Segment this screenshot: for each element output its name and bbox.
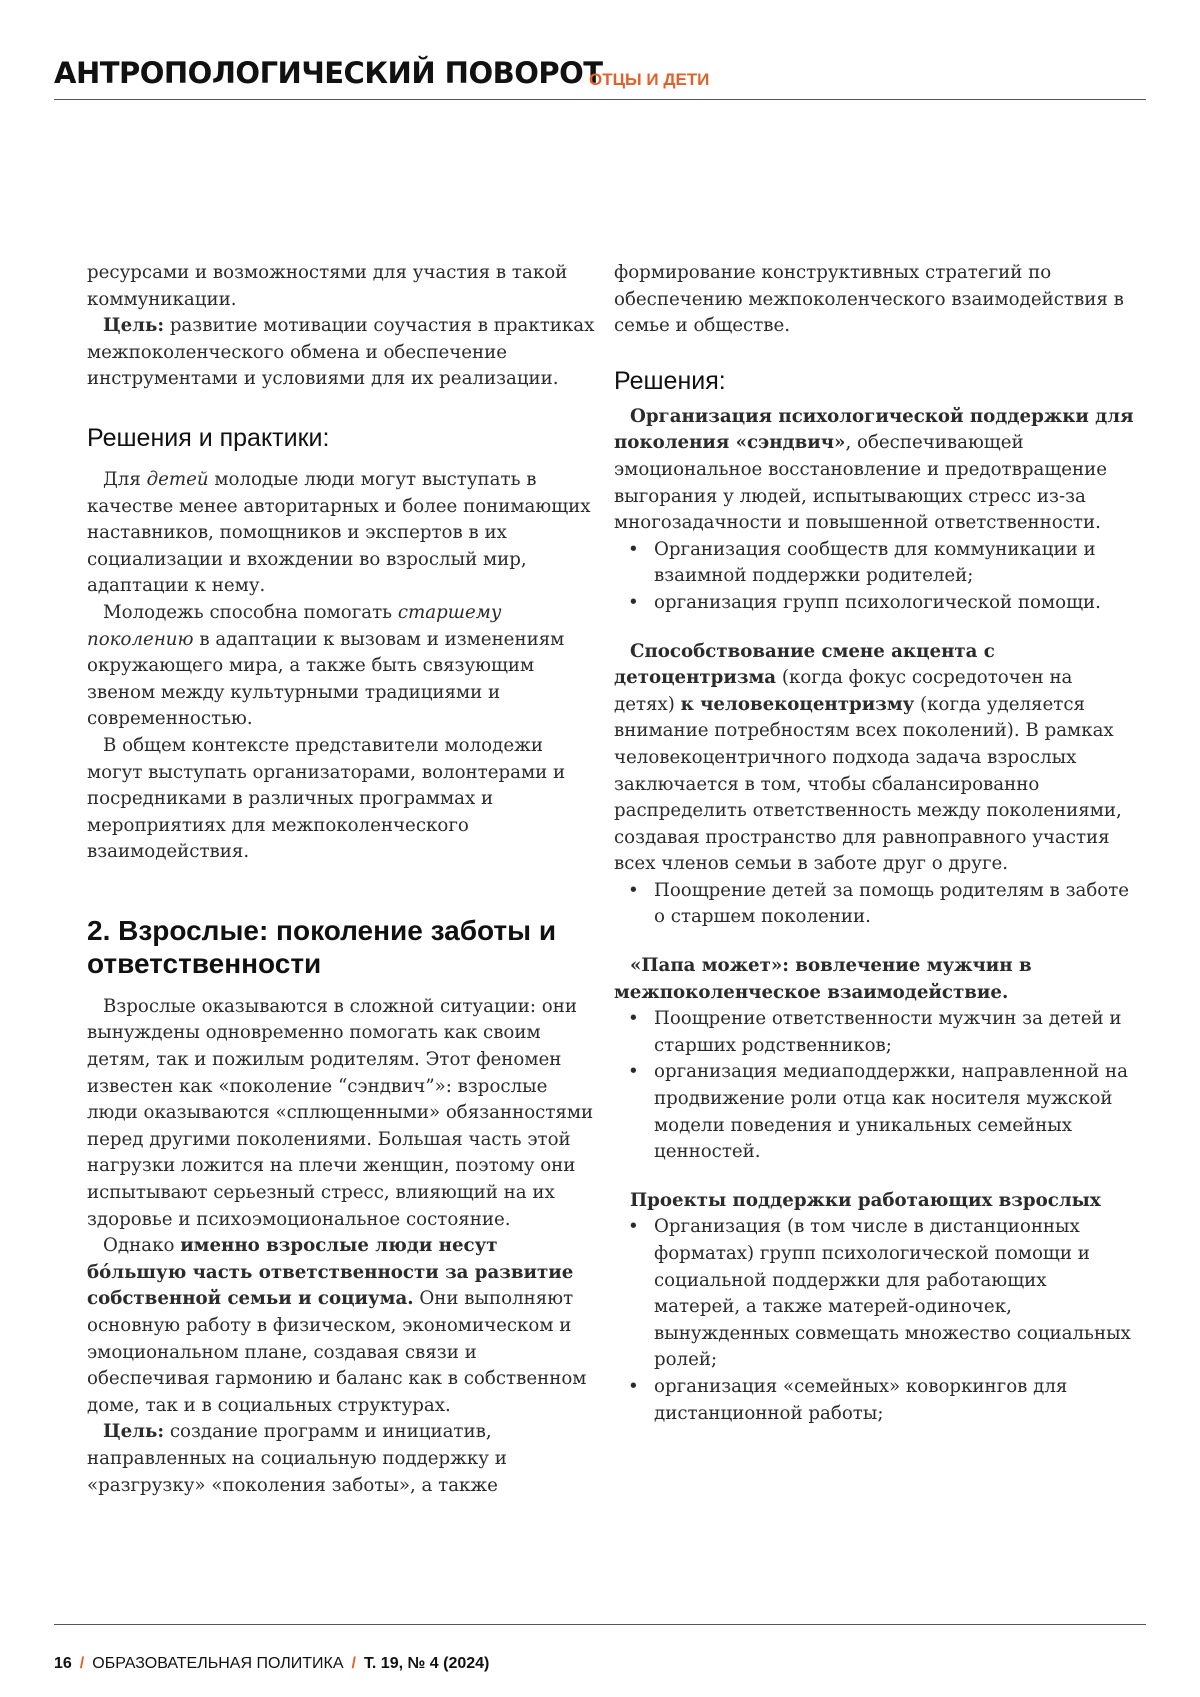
solution-2-list	[614, 878, 1134, 931]
footer-rule	[54, 1624, 1146, 1625]
paragraph-adults: Взрослые оказываются в сложной ситуации: они вынуждены одновременно помогать как своим детям, так и пожилым родителям. Этот феномен известен как «поколение “сэндвич”»: взрослые люди оказываются «сплющенными» обязанностями перед другими поколениями. Большая часть этой нагрузки ложится на плечи женщин, поэтому они испытывают серьезный стресс, влияющий на их здоровье и психоэмоциональное состояние.	[87, 994, 599, 1233]
solution-3-list	[614, 1006, 1134, 1166]
emphasis: детей	[147, 469, 209, 490]
goal-label: Цель:	[103, 315, 164, 336]
section-2-title: 2. Взрослые: поколение заботы и ответственности	[87, 914, 599, 980]
list-item: • организация групп психологической помощи.	[614, 590, 1134, 617]
journal-volume: Т. 19, № 4 (2024)	[364, 1655, 489, 1672]
bullet-icon: •	[628, 537, 639, 564]
paragraph-context: В общем контексте представители молодежи могут выступать организаторами, волонтерами и посредниками в различных программах и мероприятиях для межпоколенческого взаимодействия.	[87, 733, 599, 866]
paragraph-children: Для детей молодые люди могут выступать в качестве менее авторитарных и более понимающих наставников, помощников и экспертов в их социализации и вхождении во взрослый мир, адаптации к нему.	[87, 467, 599, 600]
list-item: • организация «семейных» коворкингов для дистанционной работы;	[614, 1374, 1134, 1427]
goal-paragraph-2	[87, 1419, 599, 1499]
list-item: • Поощрение ответственности мужчин за детей и старших родственников;	[614, 1006, 1134, 1059]
list-item: • организация медиаподдержки, направленной на продвижение роли отца как носителя мужской модели поведения и уникальных семейных ценностей.	[614, 1059, 1134, 1165]
paragraph-however: Однако именно взрослые люди несут бóльшую часть ответственности за развитие собственной семьи и социума. Они выполняют основную работу в физическом, экономическом и эмоциональном плане, создавая связи и обеспечивая гармонию и баланс как в собственном доме, так и в социальных структурах.	[87, 1233, 599, 1419]
left-column	[87, 260, 599, 1499]
list-item: • Поощрение детей за помощь родителям в заботе о старшем поколении.	[614, 878, 1134, 931]
goal-paragraph-1	[87, 313, 599, 393]
emphasis: старшему поколению	[87, 602, 501, 650]
bullet-icon: •	[628, 1214, 639, 1241]
paragraph-continuation: формирование конструктивных стратегий по обеспечению межпоколенческого взаимодействия в семье и обществе.	[614, 260, 1134, 340]
running-header	[54, 54, 1146, 100]
page-number: 16	[54, 1655, 72, 1672]
paragraph-intro: ресурсами и возможностями для участия в такой коммуникации.	[87, 260, 599, 313]
header-section: ОТЦЫ И ДЕТИ	[589, 70, 709, 90]
solution-1: Организация психологической поддержки для поколения «сэндвич», обеспечивающей эмоциональное восстановление и предотвращение выгорания у людей, испытывающих стресс из-за многозадачности и повышенной ответственности.	[614, 404, 1134, 537]
bullet-icon: •	[628, 1374, 639, 1401]
goal-text: развитие мотивации соучастия в практиках межпоколенческого обмена и обеспечение инструментами и условиями для их реализации.	[87, 315, 594, 389]
bullet-icon: •	[628, 878, 639, 905]
goal-label: Цель:	[103, 1421, 164, 1442]
bullet-icon: •	[628, 1006, 639, 1033]
bullet-icon: •	[628, 1059, 639, 1086]
bold-statement: именно взрослые люди несут бóльшую часть ответственности за развитие собственной семьи и социума.	[87, 1235, 573, 1309]
goal-text: создание программ и инициатив, направленных на социальную поддержку и «разгрузку» «поколения заботы», а также	[87, 1421, 507, 1495]
solution-1-list	[614, 537, 1134, 617]
separator: /	[80, 1655, 84, 1672]
separator: /	[351, 1655, 355, 1672]
solution-2: Способствование смене акцента с детоцентризма (когда фокус сосредоточен на детях) к человекоцентризму (когда уделяется внимание потребностям всех поколений). В рамках человекоцентричного подхода задача взрослых заключается в том, чтобы сбалансированно распределить ответственность между поколениями, создавая пространство для равноправного участия всех членов семьи в заботе друг о друге.	[614, 639, 1134, 878]
list-item: • Организация (в том числе в дистанционных форматах) групп психологической помощи и социальной поддержки для работающих матерей, а также матерей-одиночек, вынужденных совмещать множество социальных ролей;	[614, 1214, 1134, 1374]
footer	[54, 1655, 489, 1673]
heading-practices: Решения и практики:	[87, 423, 599, 453]
bullet-icon: •	[628, 590, 639, 617]
solution-4-list	[614, 1214, 1134, 1427]
solution-3: «Папа может»: вовлечение мужчин в межпоколенческое взаимодействие.	[614, 953, 1134, 1006]
right-column	[614, 260, 1134, 1427]
heading-solutions: Решения:	[614, 366, 1134, 396]
solution-4: Проекты поддержки работающих взрослых	[614, 1188, 1134, 1215]
paragraph-elder: Молодежь способна помогать старшему поколению в адаптации к вызовам и изменениям окружающего мира, а также быть связующим звеном между культурными традициями и современностью.	[87, 600, 599, 733]
header-title: АНТРОПОЛОГИЧЕСКИЙ ПОВОРОТ	[54, 56, 603, 90]
list-item: • Организация сообществ для коммуникации и взаимной поддержки родителей;	[614, 537, 1134, 590]
journal-name: ОБРАЗОВАТЕЛЬНАЯ ПОЛИТИКА	[92, 1655, 343, 1672]
